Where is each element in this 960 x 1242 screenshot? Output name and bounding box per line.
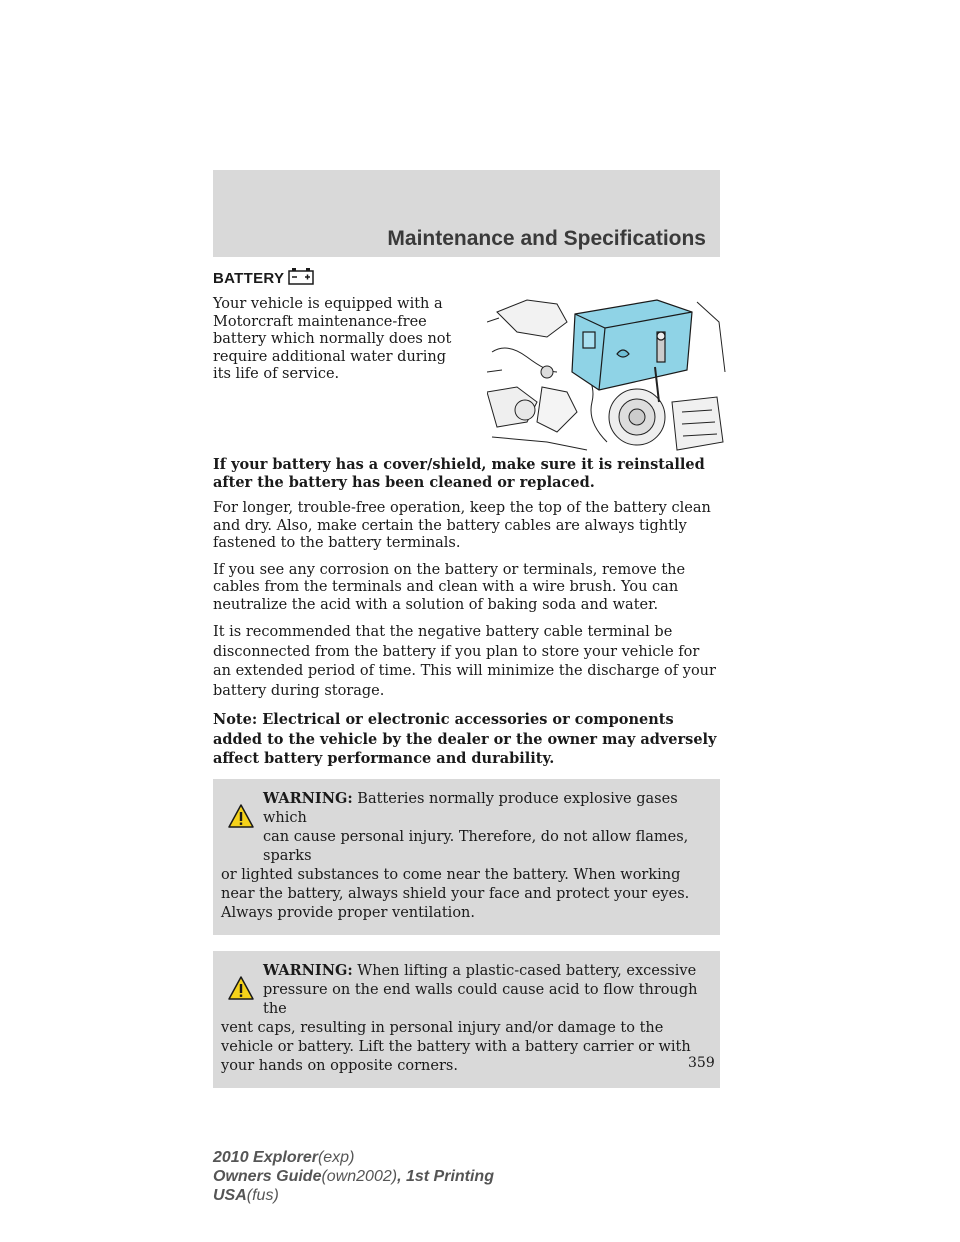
page-number: 359	[688, 1055, 715, 1071]
warning-box-explosive-gases	[213, 779, 720, 935]
engine-battery-figure	[487, 292, 727, 454]
footer-region-line	[213, 1186, 494, 1205]
page-content	[213, 268, 720, 1104]
warning-box-lifting	[213, 951, 720, 1088]
footer-guide: Owners Guide	[213, 1168, 322, 1185]
electrical-note: Note: Electrical or electronic accessories or components added to the vehicle by the dealer or the owner may adversely affect battery performance and durability.	[213, 711, 717, 767]
footer-printing: , 1st Printing	[397, 1168, 494, 1185]
section-title: Maintenance and Specifications	[387, 227, 706, 250]
footer-model-code: (exp)	[317, 1149, 355, 1166]
footer-guide-line	[213, 1167, 494, 1186]
footer-guide-code: (own2002)	[321, 1168, 398, 1185]
warning-triangle-icon	[227, 975, 255, 1007]
warning-label: WARNING:	[263, 961, 353, 979]
warning-rest: vent caps, resulting in personal injury and/or damage to the vehicle or battery. Lift the battery with a battery carrier or with your hands on opposite corners.	[221, 1019, 691, 1074]
battery-heading	[213, 268, 720, 288]
intro-text: Your vehicle is equipped with a Motorcraft maintenance-free battery which normally does not require additional water during its life of service.	[213, 296, 452, 382]
warning-line1: Batteries normally produce explosive gases which	[263, 790, 678, 826]
warning-rest: or lighted substances to come near the battery. When working near the battery, always shield your face and protect your eyes. Always provide proper ventilation.	[221, 866, 690, 921]
footer-region: USA	[213, 1187, 247, 1204]
battery-heading-text: BATTERY	[213, 269, 285, 287]
section-header-band	[213, 170, 720, 257]
paragraph-clean-dry: For longer, trouble-free operation, keep the top of the battery clean and dry. Also, make certain the battery cables are always tightly fastened to the battery terminals.	[213, 500, 711, 551]
footer-region-code: (fus)	[246, 1187, 279, 1204]
warning-first-line	[221, 961, 712, 981]
warning-line2: pressure on the end walls could cause acid to flow through the	[263, 981, 698, 1017]
paragraph-corrosion: If you see any corrosion on the battery or terminals, remove the cables from the terminals and clean with a wire brush. You can neutralize the acid with a solution of baking soda and water.	[213, 561, 686, 613]
warning-triangle-icon	[227, 803, 255, 835]
paragraph-storage: It is recommended that the negative battery cable terminal be disconnected from the battery if you plan to store your vehicle for an extended period of time. This will minimize the discharge of your battery during storage.	[213, 624, 716, 699]
warning-first-line	[221, 789, 712, 828]
warning-line2: can cause personal injury. Therefore, do not allow flames, sparks	[263, 828, 689, 864]
footer-model: 2010 Explorer	[213, 1149, 318, 1166]
warning-label: WARNING:	[263, 789, 353, 807]
battery-icon	[288, 267, 314, 289]
footer-printing-info	[213, 1148, 494, 1205]
footer-model-line	[213, 1148, 494, 1167]
warning-line1: When lifting a plastic-cased battery, excessive	[357, 962, 697, 979]
cover-shield-note: If your battery has a cover/shield, make sure it is reinstalled after the battery has been cleaned or replaced.	[213, 456, 705, 491]
intro-row	[213, 296, 720, 454]
